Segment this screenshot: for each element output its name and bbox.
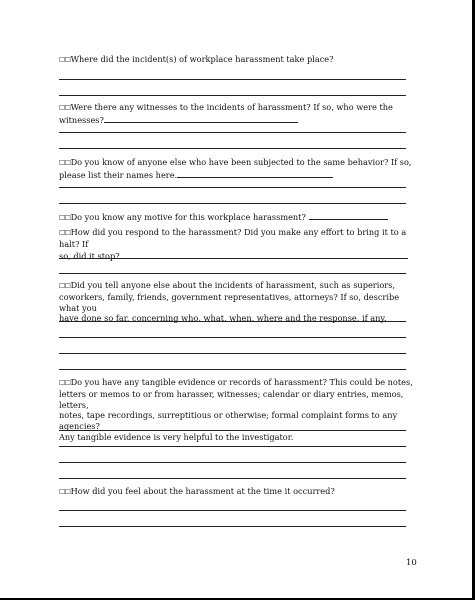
answer-blank[interactable] [177, 169, 333, 178]
question-text: Do you have any tangible evidence or records of harassment? This could be notes, [70, 377, 413, 387]
checkbox-marker: ☐☐ [59, 214, 71, 222]
question-others-affected [59, 157, 419, 181]
question-text: have done so far, concerning who, what, when, where and the response, if any. [59, 313, 387, 324]
answer-line[interactable] [59, 321, 406, 322]
checkbox-marker: ☐☐ [59, 488, 71, 496]
answer-line[interactable] [59, 148, 406, 149]
answer-line[interactable] [59, 369, 406, 370]
question-text: please list their names here. [59, 169, 178, 180]
question-feelings [59, 486, 419, 498]
answer-line[interactable] [59, 187, 406, 188]
question-response [59, 227, 419, 261]
checkbox-marker: ☐☐ [59, 379, 71, 387]
question-text: letters or memos to or from harasser, witnesses; calendar or diary entries, memos, letters, [59, 388, 404, 410]
answer-line[interactable] [59, 510, 406, 511]
question-text: Were there any witnesses to the incidents of harassment? If so, who were the [70, 102, 393, 112]
question-text: Where did the incident(s) of workplace harassment take place? [70, 54, 334, 64]
question-witnesses [59, 102, 419, 126]
answer-line[interactable] [59, 430, 406, 431]
page-number: 10 [406, 558, 417, 568]
answer-blank[interactable] [104, 114, 298, 123]
checkbox-marker: ☐☐ [59, 229, 71, 237]
question-told-anyone [59, 280, 419, 324]
answer-line[interactable] [59, 526, 406, 527]
checkbox-marker: ☐☐ [59, 56, 71, 64]
checkbox-marker: ☐☐ [59, 159, 71, 167]
question-incident-location [59, 54, 419, 66]
question-text: Do you know any motive for this workplace harassment? [70, 212, 306, 222]
answer-blank[interactable] [309, 211, 388, 220]
question-text: Do you know of anyone else who have been subjected to the same behavior? If so, [70, 157, 412, 167]
answer-line[interactable] [59, 258, 406, 259]
question-text: Any tangible evidence is very helpful to the investigator. [59, 431, 294, 442]
answer-line[interactable] [59, 478, 406, 479]
checkbox-marker: ☐☐ [59, 104, 71, 112]
question-text: so, did it stop? [59, 250, 120, 261]
question-text: coworkers, family, friends, government representatives, attorneys? If so, describe what you [59, 291, 400, 313]
question-text: witnesses? [59, 114, 104, 125]
answer-line[interactable] [59, 273, 406, 274]
checkbox-marker: ☐☐ [59, 282, 71, 290]
answer-line[interactable] [59, 462, 406, 463]
question-text: How did you feel about the harassment at the time it occurred? [70, 486, 335, 496]
answer-line[interactable] [59, 132, 406, 133]
answer-line[interactable] [59, 95, 406, 96]
question-text: How did you respond to the harassment? Did you make any effort to bring it to a halt? If [59, 227, 407, 249]
answer-line[interactable] [59, 203, 406, 204]
question-text: notes, tape recordings, surreptitious or otherwise; formal complaint forms to any agencies? [59, 410, 398, 432]
answer-line[interactable] [59, 79, 406, 80]
answer-line[interactable] [59, 353, 406, 354]
question-evidence [59, 377, 419, 443]
answer-line[interactable] [59, 337, 406, 338]
answer-line[interactable] [59, 446, 406, 447]
question-text: Did you tell anyone else about the incidents of harassment, such as superiors, [70, 280, 395, 290]
question-motive [59, 211, 419, 224]
